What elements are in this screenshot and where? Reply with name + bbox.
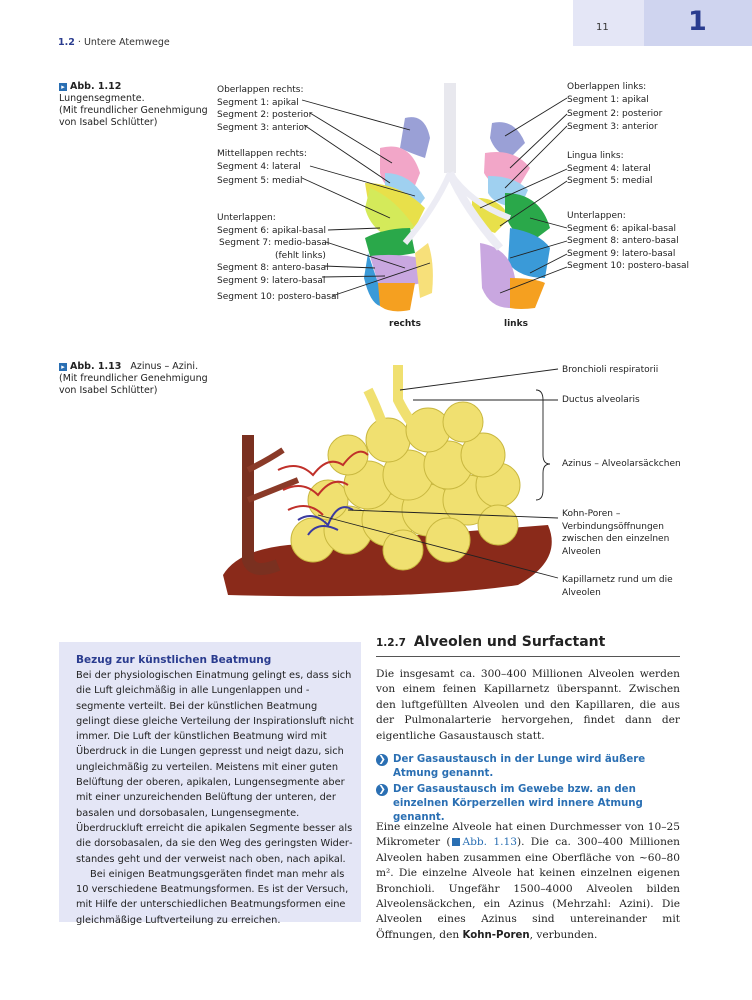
label-left-s4: Segment 4: lateral: [567, 163, 651, 174]
running-header-separator: ·: [77, 37, 81, 48]
section-heading: [376, 634, 605, 650]
side-label-links: links: [504, 319, 528, 329]
figure-ref-link[interactable]: Abb. 1.13: [462, 836, 517, 849]
label-right-s4: Segment 4: lateral: [217, 161, 301, 172]
para2-part-c: , verbunden.: [529, 928, 598, 941]
right-middle-lobe-labels: [217, 148, 307, 188]
running-header-title: Untere Atemwege: [83, 37, 170, 48]
para2-bold-term: Kohn-Poren: [462, 929, 530, 941]
label-left-lower-title: Unterlappen:: [567, 211, 626, 221]
label-left-upper-title: Oberlappen links:: [567, 82, 647, 92]
figure-2-credit-1: (Mit freundlicher Genehmigung: [59, 373, 208, 384]
label-kohn-4: Alveolen: [562, 546, 601, 557]
label-left-lingula-title: Lingua links:: [567, 151, 624, 161]
figure-marker-icon: ▸: [59, 83, 67, 91]
label-ductus: Ductus alveolaris: [562, 395, 640, 405]
figure-2-caption: [59, 361, 209, 397]
label-left-s9: Segment 9: latero-basal: [567, 248, 676, 259]
section-paragraph-2: [376, 820, 680, 943]
figure-2-credit-2: von Isabel Schlütter): [59, 385, 158, 396]
left-lingula-labels: [567, 150, 653, 188]
figure-ref-icon: [452, 838, 460, 846]
right-upper-lobe-labels: [217, 84, 312, 134]
label-right-s7: Segment 7: medio-basal: [219, 238, 330, 248]
label-left-s2: Segment 2: posterior: [567, 109, 663, 119]
label-right-s7-note: (fehlt links): [275, 250, 326, 261]
right-lower-lobe-labels: [217, 212, 329, 287]
page-number: 11: [596, 22, 609, 33]
label-left-s8: Segment 8: antero-basal: [567, 236, 679, 246]
label-kohn-1: Kohn-Poren –: [562, 509, 621, 519]
left-upper-lobe-labels: [567, 81, 662, 133]
label-kohn-poren: [562, 508, 669, 558]
label-right-upper-title: Oberlappen rechts:: [217, 85, 304, 95]
left-lower-lobe-labels: [567, 210, 689, 273]
section-number: 1.2.7: [376, 637, 406, 649]
label-bronchioli: Bronchioli respiratorii: [562, 365, 659, 375]
section-title: Alveolen und Surfactant: [413, 634, 606, 650]
arrow-bullet-icon: ❯: [376, 784, 388, 796]
side-label-rechts: rechts: [389, 319, 421, 329]
label-right-s6: Segment 6: apikal-basal: [217, 225, 326, 236]
label-right-s8: Segment 8: antero-basal: [217, 263, 329, 273]
label-right-middle-title: Mittellappen rechts:: [217, 149, 307, 159]
para2-part-b: ). Die ca. 300–400 Millionen Alveolen haben zusammen eine Oberfläche von ~60–80 m². Die einzelne Alveole hat keinen einzelnen eigenen Bronchioli. Ungefähr 1500–4000 Alveolen bilden Alveolensäckchen, ein Azinus (Mehrzahl: Azini). Die Alveolen eines Azinus sind untereinander mit Öffnungen, den: [376, 836, 680, 941]
label-right-s2: Segment 2: posterior: [217, 110, 313, 120]
label-kapillar-1: Kapillarnetz rund um die: [562, 575, 673, 585]
acinus-figure: [218, 360, 568, 610]
running-header-number: 1.2: [58, 37, 75, 48]
figure-2-title: Azinus – Azini.: [130, 361, 199, 372]
arrow-bullet-icon: ❯: [376, 754, 388, 766]
label-kohn-2: Verbindungsöffnungen: [562, 521, 664, 532]
figure-1-credit-2: von Isabel Schlütter): [59, 117, 158, 128]
info-box-paragraph-1: Bei der physiologischen Einatmung gelingt es, dass sich die Luft gleichmäßig in alle Lungenlappen und -segmente verteilt. Bei der künstlichen Beatmung gelingt diese gleiche Verteilung der Inspirationsluft nicht immer. Die Luft der künstlichen Beatmung wird mit Überdruck in die Lungen gepresst und neigt dazu, sich ungleichmäßig zu verteilen. Meistens mit einer guten Belüftung der oberen, apikalen, Lungensegmente aber mit einer unzureichenden Belüftung der unteren, der basalen und dorsobasalen, Lungensegmente. Überdruckluft erreicht die apikalen Segmente besser als die dorsobasalen, da sie den Weg des geringsten Widerstandes geht und der verweist nach oben, nach apikal.: [76, 670, 354, 865]
label-left-s6: Segment 6: apikal-basal: [567, 223, 676, 234]
info-box-paragraph-2: Bei einigen Beatmungsgeräten findet man mehr als 10 verschiedene Beatmungsformen. Es ist der Versuch, mit Hilfe der unterschiedlichen Beatmungsformen eine gleichmäßige Luftverteilung zu erreichen.: [76, 868, 349, 926]
label-right-s1: Segment 1: apikal: [217, 97, 299, 108]
figure-1-label: Abb. 1.12: [70, 81, 122, 92]
label-kapillarnetz: [562, 574, 673, 599]
chapter-number: 1: [688, 6, 707, 37]
label-right-s10: Segment 10: postero-basal: [217, 292, 340, 302]
label-left-s5: Segment 5: medial: [567, 176, 653, 186]
para2-part-a: Eine einzelne Alveole hat einen Durchmesser von 10–25 Mikrometer (: [376, 821, 680, 849]
label-azinus: Azinus – Alveolarsäckchen: [562, 459, 681, 469]
label-kohn-3: zwischen den einzelnen: [562, 534, 670, 544]
bullet-inner-respiration: Der Gasaustausch im Gewebe bzw. an den einzelnen Körperzellen wird innere Atmung genannt.: [393, 784, 643, 823]
figure-1-credit-1: (Mit freundlicher Genehmigung: [59, 105, 208, 116]
figure-1-title: Lungensegmente.: [59, 93, 145, 104]
section-rule: [376, 656, 680, 657]
label-right-s3: Segment 3: anterior: [217, 122, 308, 133]
label-left-s1: Segment 1: apikal: [567, 94, 649, 105]
figure-1-caption: [59, 81, 209, 129]
label-right-s9: Segment 9: latero-basal: [217, 275, 326, 286]
label-right-s5: Segment 5: medial: [217, 176, 303, 186]
section-paragraph-1: Die insgesamt ca. 300–400 Millionen Alveolen werden von einem feinen Kapillarnetz überspannt. Zwischen den luftgefüllten Alveolen und den Kapillaren, die aus der Pulmonalarterie hervorgehen, findet dann der eigentliche Gasaustausch statt.: [376, 668, 680, 742]
label-right-lower-title: Unterlappen:: [217, 213, 276, 223]
figure-marker-icon: ▸: [59, 363, 67, 371]
info-box-title: Bezug zur künstlichen Beatmung: [76, 654, 272, 666]
running-header: [58, 37, 170, 48]
info-box-body: [76, 668, 354, 928]
label-left-s10: Segment 10: postero-basal: [567, 261, 690, 271]
figure-2-label: Abb. 1.13: [70, 361, 122, 372]
label-kapillar-2: Alveolen: [562, 587, 601, 598]
label-left-s3: Segment 3: anterior: [567, 121, 658, 132]
bullet-outer-respiration: Der Gasaustausch in der Lunge wird äußere Atmung genannt.: [393, 754, 646, 779]
